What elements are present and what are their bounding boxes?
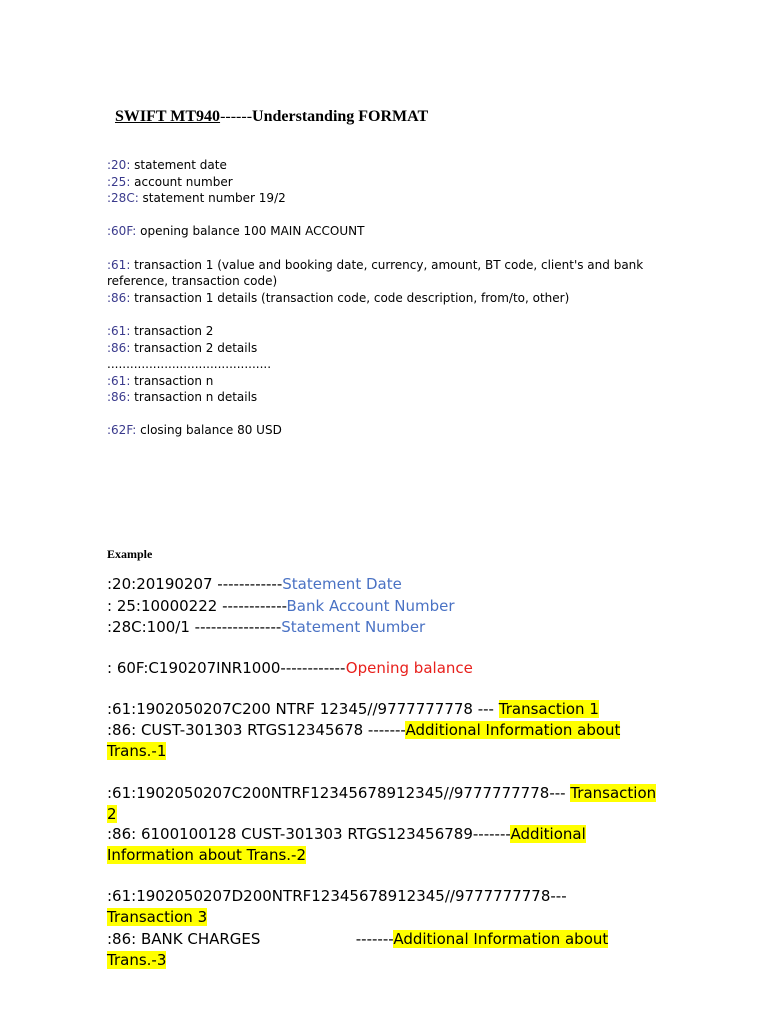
example-highlight: Transaction [570,784,657,802]
example-line [107,783,656,803]
document-title [115,108,428,126]
example-highlight: Additional Information about [405,721,621,739]
format-tag: :28C: [107,191,139,205]
example-line [107,845,306,865]
example-line [107,929,608,949]
example-code: : 60F:C190207INR1000------------ [107,659,346,677]
format-text: transaction 2 details [130,341,258,355]
format-tag: :60F: [107,224,137,238]
format-text: transaction 2 [130,324,214,338]
example-line [107,741,166,761]
format-text: transaction 1 (value and booking date, currency, amount, BT code, client's and bank [130,258,644,272]
example-line [107,658,473,678]
example-highlight: Additional [510,825,586,843]
format-line [107,223,364,239]
example-line [107,824,586,844]
format-line [107,340,257,356]
example-code: :61:1902050207C200NTRF12345678912345//9777777778--- [107,784,571,802]
example-line [107,720,620,740]
example-code: :28C:100/1 ---------------- [107,618,282,636]
example-line [107,574,402,594]
format-tag: :61: [107,324,131,338]
format-text: ........................................... [107,357,272,371]
example-highlight: Trans.-3 [107,951,167,969]
format-tag: :86: [107,341,131,355]
example-highlight: Information about Trans.-2 [107,846,307,864]
format-text: account number [130,175,233,189]
format-tag: :86: [107,390,131,404]
example-code: :61:1902050207D200NTRF12345678912345//9777777778--- [107,887,567,905]
example-code: :86: BANK CHARGES ------- [107,930,394,948]
example-code: :61:1902050207C200 NTRF 12345//9777777778 --- [107,700,499,718]
format-line [107,290,569,306]
example-line [107,886,567,906]
example-highlight: Transaction 3 [107,908,208,926]
format-text: transaction n details [130,390,258,404]
example-code: : 25:10000222 ------------ [107,597,287,615]
format-tag: :86: [107,291,131,305]
title-dashes: ------ [220,108,253,125]
example-line [107,596,455,616]
example-desc: Opening balance [345,659,473,677]
format-tag: :61: [107,258,131,272]
format-text: reference, transaction code) [107,274,278,288]
example-line [107,617,425,637]
title-swift-mt940: SWIFT MT940 [115,108,221,125]
format-line [107,273,277,289]
example-line [107,699,599,719]
format-tag: :25: [107,175,131,189]
example-highlight: Additional Information about [393,930,609,948]
format-text: closing balance 80 USD [136,423,282,437]
format-text: statement date [130,158,227,172]
example-highlight: 2 [107,805,117,823]
example-desc: Statement Number [281,618,426,636]
format-line [107,356,271,372]
format-text: transaction 1 details (transaction code, code description, from/to, other) [130,291,570,305]
example-heading: Example [107,547,153,561]
format-line [107,190,286,206]
example-highlight: Trans.-1 [107,742,167,760]
example-desc: Bank Account Number [286,597,455,615]
format-line [107,323,213,339]
format-line [107,157,227,173]
format-line [107,422,282,438]
format-text: transaction n [130,374,214,388]
example-line [107,907,207,927]
format-tag: :20: [107,158,131,172]
format-text: statement number 19/2 [138,191,286,205]
example-line [107,950,166,970]
example-line [107,804,117,824]
format-line [107,257,643,273]
format-line [107,373,213,389]
example-code: :86: CUST-301303 RTGS12345678 ------- [107,721,406,739]
format-line [107,389,257,405]
example-highlight: Transaction 1 [498,700,599,718]
example-code: :20:20190207 ------------ [107,575,283,593]
format-text: opening balance 100 MAIN ACCOUNT [136,224,365,238]
format-tag: :62F: [107,423,137,437]
format-line [107,174,233,190]
example-desc: Statement Date [282,575,402,593]
format-tag: :61: [107,374,131,388]
title-understanding-format: Understanding FORMAT [252,108,429,125]
example-code: :86: 6100100128 CUST-301303 RTGS123456789------- [107,825,511,843]
